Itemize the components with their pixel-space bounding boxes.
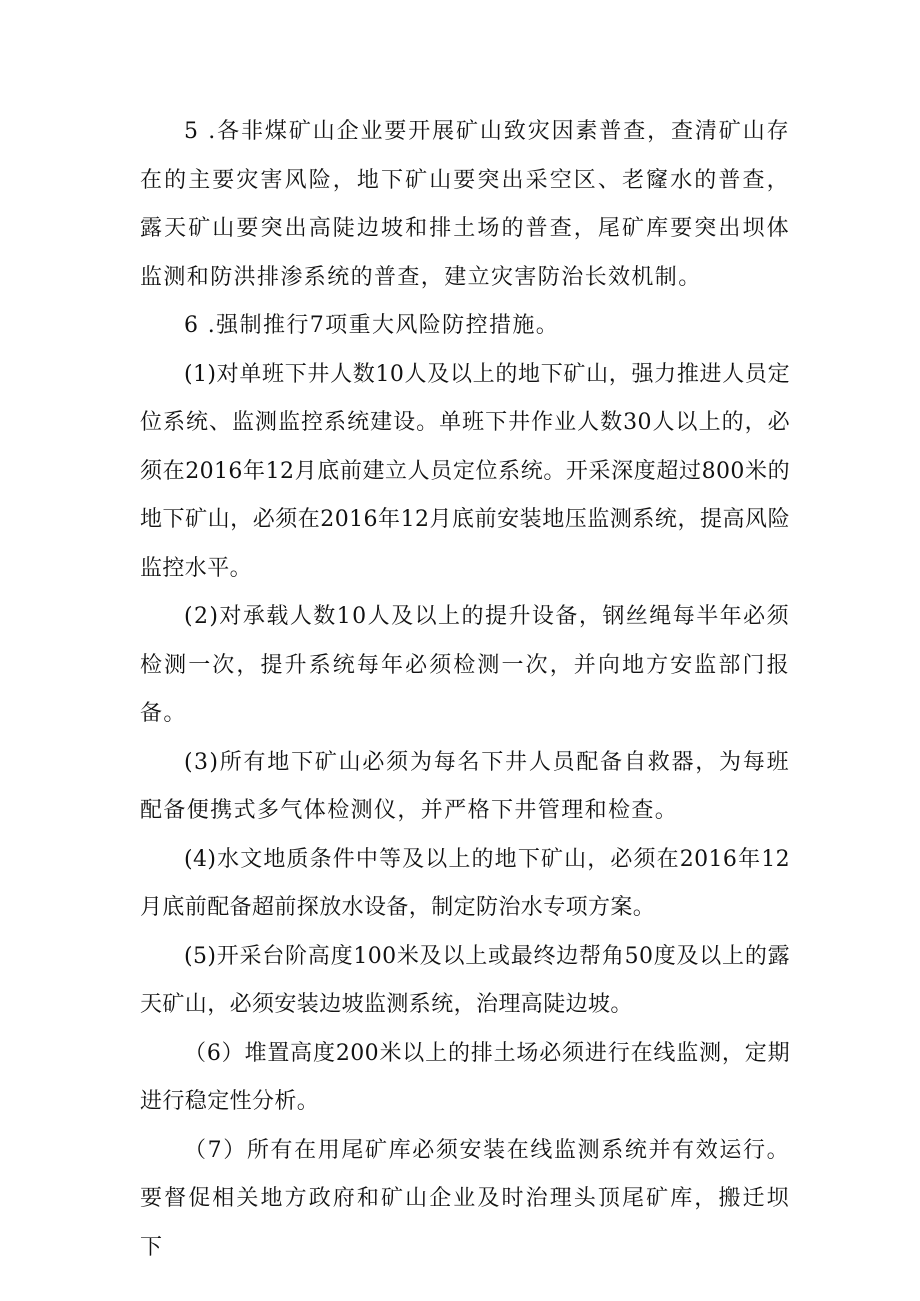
paragraph-item-6: 6 .强制推行7项重大风险防控措施。 (184, 313, 560, 338)
paragraph-measure-7: （7）所有在用尾矿库必须安装在线监测系统并有效运行。要督促相关地方政府和矿山企业及时治理头顶尾矿库，搬迁坝下 (140, 1137, 790, 1260)
paragraph-measure-6: （6）堆置高度200米以上的排土场必须进行在线监测，定期进行稳定性分析。 (140, 1040, 790, 1114)
paragraph-measure-3: (3)所有地下矿山必须为每名下井人员配备自救器，为每班配备便携式多气体检测仪，并严格下井管理和检查。 (140, 749, 790, 823)
paragraph-measure-4: (4)水文地质条件中等及以上的地下矿山，必须在2016年12月底前配备超前探放水设备，制定防治水专项方案。 (140, 846, 790, 920)
paragraph-item-5: 5 .各非煤矿山企业要开展矿山致灾因素普查，查清矿山存在的主要灾害风险，地下矿山要突出采空区、老窿水的普查，露天矿山要突出高陡边坡和排土场的普查，尾矿库要突出坝体监测和防洪排渗系统的普查，建立灾害防治长效机制。 (140, 119, 790, 290)
paragraph-measure-2: (2)对承载人数10人及以上的提升设备，钢丝绳每半年必须检测一次，提升系统每年必须检测一次，并向地方安监部门报备。 (140, 604, 790, 726)
paragraph-measure-1: (1)对单班下井人数10人及以上的地下矿山，强力推进人员定位系统、监测监控系统建设。单班下井作业人数30人以上的，必须在2016年12月底前建立人员定位系统。开采深度超过800米的地下矿山，必须在2016年12月底前安装地压监测系统，提高风险监控水平。 (140, 361, 790, 581)
document-body (140, 108, 790, 1272)
paragraph-measure-5: (5)开采台阶高度100米及以上或最终边帮角50度及以上的露天矿山，必须安装边坡监测系统，治理高陡边坡。 (140, 943, 790, 1017)
